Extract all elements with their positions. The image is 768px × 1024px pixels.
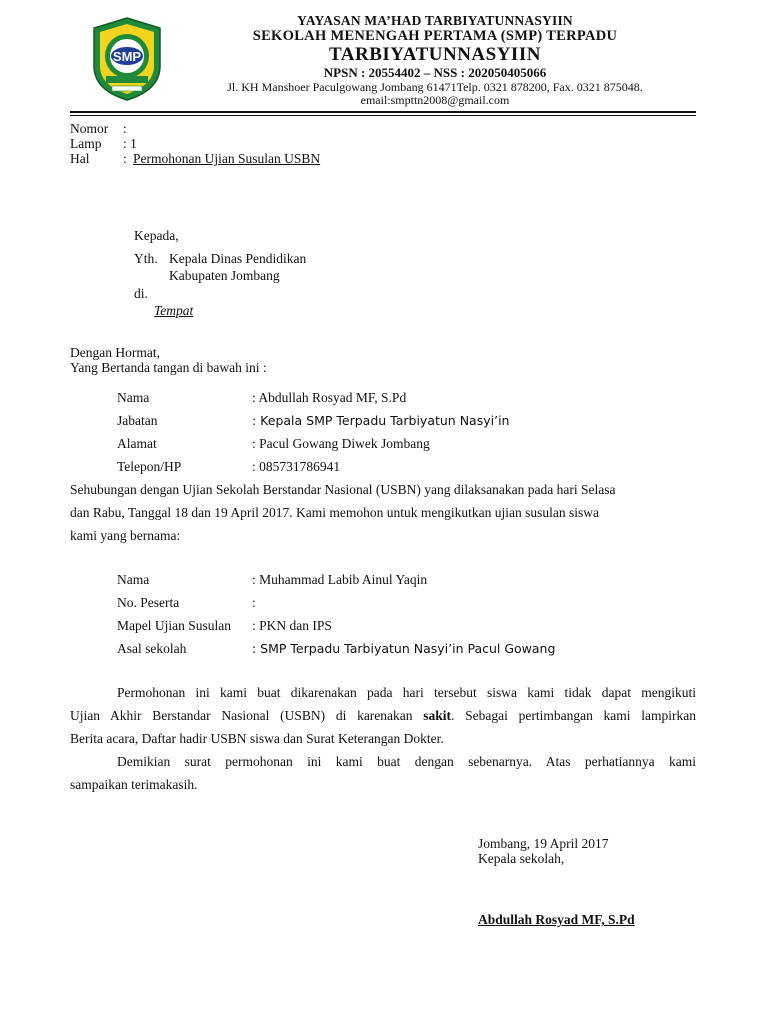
body2-line4: Demikian surat permohonan ini kami buat dengan sebenarnya. Atas perhatiannya kami [117, 754, 696, 769]
body2-line1: Permohonan ini kami buat dikarenakan pada hari tersebut siswa kami tidak dapat mengikuti [117, 685, 696, 700]
student-value: : [252, 595, 256, 610]
intro: Yang Bertanda tangan di bawah ini : [70, 360, 267, 375]
di: di. [134, 286, 148, 301]
recipient-line2: Kabupaten Jombang [169, 268, 280, 283]
student-value: : SMP Terpadu Tarbiyatun Nasyi’in Pacul Gowang [252, 641, 556, 656]
signer-name: Abdullah Rosyad MF, S.Pd [478, 912, 635, 927]
student-value: : Muhammad Labib Ainul Yaqin [252, 572, 428, 587]
signer-label: Alamat [117, 436, 157, 451]
signer-label: Nama [117, 390, 150, 405]
student-label: No. Peserta [117, 595, 180, 610]
body1-line1: Sehubungan dengan Ujian Sekolah Berstandar Nasional (USBN) yang dilaksanakan pada hari Selasa [70, 482, 616, 497]
student-label: Mapel Ujian Susulan [117, 618, 231, 633]
body2-line5: sampaikan terimakasih. [70, 777, 198, 792]
nomor-label: Nomor [70, 121, 109, 136]
signer-value: : Kepala SMP Terpadu Tarbiyatun Nasyi’in [252, 413, 510, 428]
signer-value: : 085731786941 [252, 459, 341, 474]
school-name: TARBIYATUNNASYIIN [329, 44, 541, 65]
school-email: email:smpttn2008@gmail.com [360, 93, 510, 107]
kepada: Kepada, [134, 228, 179, 243]
subject: Permohonan Ujian Susulan USBN [133, 151, 321, 166]
lamp-label: Lamp [70, 136, 102, 151]
logo-text: SMP [112, 49, 142, 64]
body1-line2: dan Rabu, Tanggal 18 dan 19 April 2017. Kami memohon untuk mengikutkan ujian susulan siswa [70, 505, 599, 520]
student-value: : PKN dan IPS [252, 618, 332, 633]
body1-line3: kami yang bernama: [70, 528, 181, 543]
body2-line2-end: . Sebagai pertimbangan kami lampirkan [451, 708, 696, 723]
signer-value: : Abdullah Rosyad MF, S.Pd [252, 390, 407, 405]
tempat: Tempat [154, 303, 194, 318]
body2-line3: Berita acara, Daftar hadir USBN siswa dan Surat Keterangan Dokter. [70, 731, 444, 746]
hal-label: Hal [70, 151, 90, 166]
lamp-value: : 1 [123, 136, 137, 151]
school-address: Jl. KH Manshoer Paculgowang Jombang 61471Telp. 0321 878200, Fax. 0321 875048. [227, 80, 643, 94]
signer-value: : Pacul Gowang Diwek Jombang [252, 436, 430, 451]
recipient-line1: Kepala Dinas Pendidikan [169, 251, 307, 266]
body2-line2-start: Ujian Akhir Berstandar Nasional (USBN) di karenakan [70, 708, 424, 723]
signer-position: Kepala sekolah, [478, 851, 565, 866]
body2-line2 [70, 708, 696, 724]
signer-label: Jabatan [117, 413, 158, 428]
body2-emphasis-sakit: sakit [423, 708, 452, 723]
student-label: Nama [117, 572, 150, 587]
school-logo [90, 16, 164, 102]
hal-colon: : [123, 151, 127, 166]
student-label: Asal sekolah [117, 641, 187, 656]
header-divider-thin [70, 115, 696, 116]
npsn-nss: NPSN : 20554402 – NSS : 202050405066 [323, 65, 547, 80]
yth: Yth. [134, 251, 158, 266]
signer-label: Telepon/HP [117, 459, 182, 474]
school-type: SEKOLAH MENENGAH PERTAMA (SMP) TERPADU [252, 28, 618, 44]
greeting: Dengan Hormat, [70, 345, 160, 360]
header-divider-thick [70, 111, 696, 113]
place-date: Jombang, 19 April 2017 [478, 836, 609, 851]
foundation-name: YAYASAN MA’HAD TARBIYATUNNASYIIN [297, 13, 573, 28]
nomor-value: : [123, 121, 127, 136]
